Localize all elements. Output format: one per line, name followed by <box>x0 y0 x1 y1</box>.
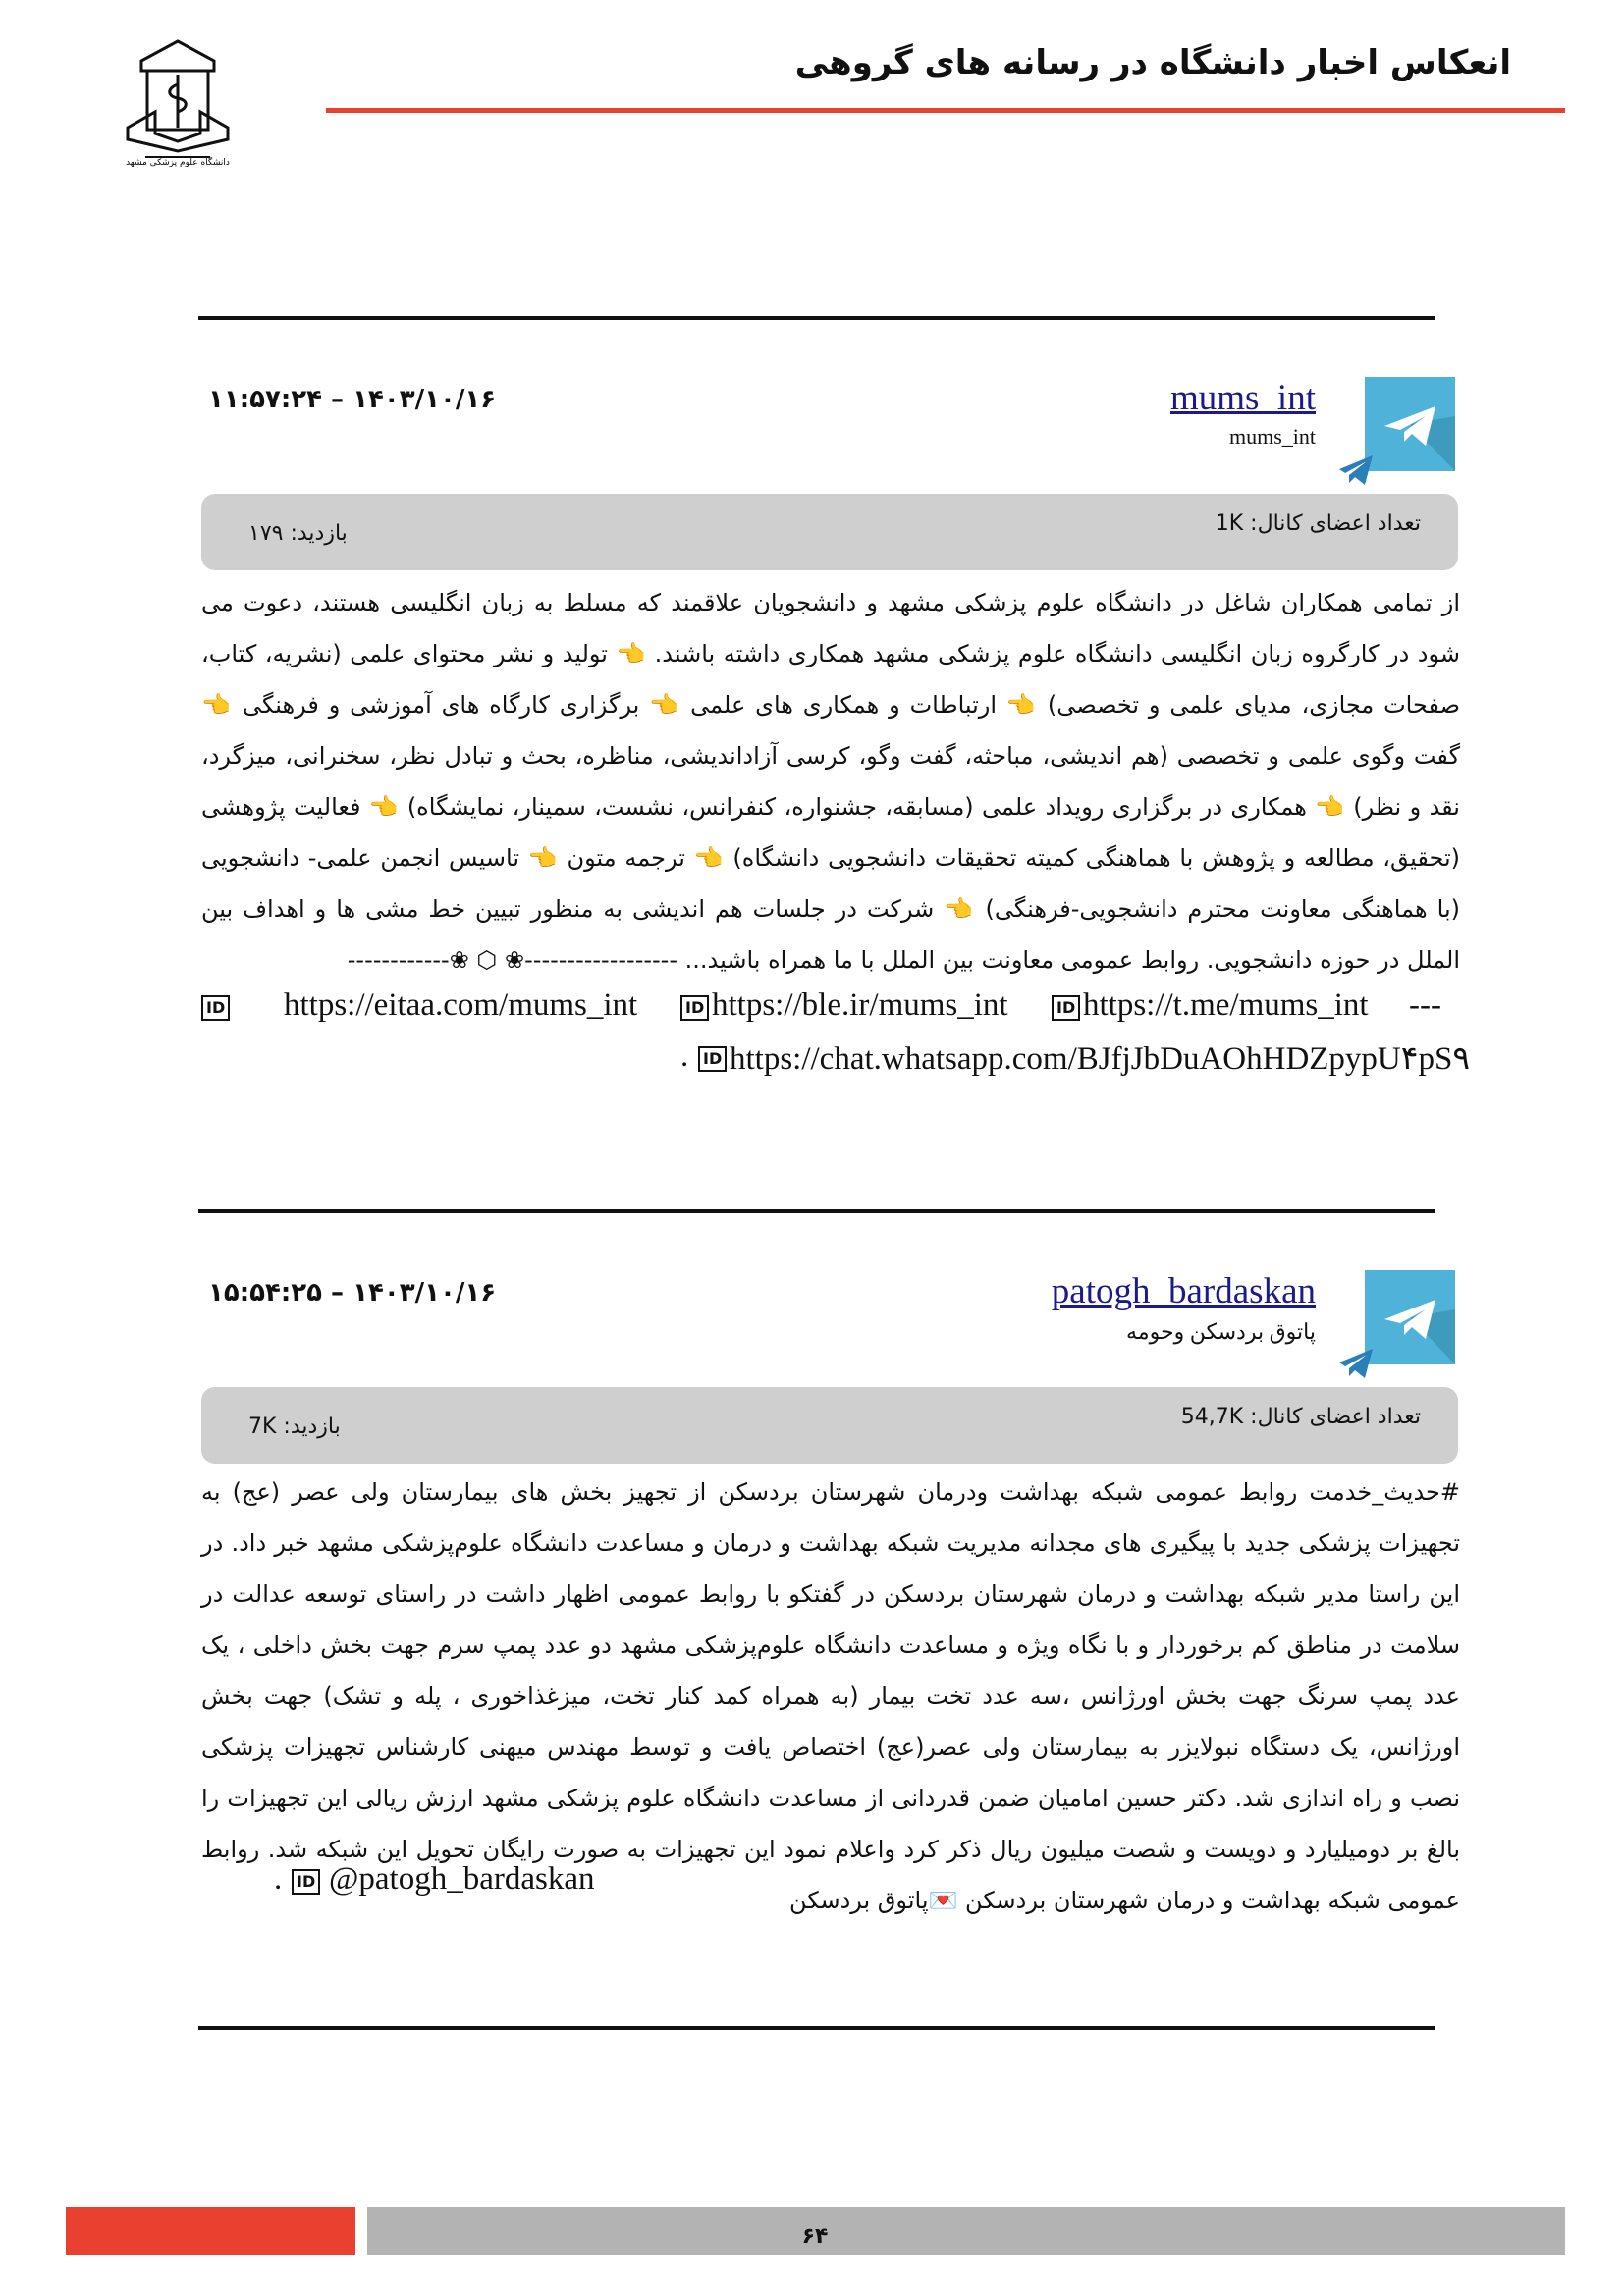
post-links-row <box>201 1039 1471 1082</box>
channel-stats-bar <box>201 494 1458 570</box>
channel-stats-bar <box>201 1387 1458 1464</box>
post-views: بازدید: ۱۷۹ <box>248 521 348 546</box>
post-body: #حدیث_خدمت روابط عمومی شبکه بهداشت ودرمان شهرستان بردسکن از تجهیز بخش های بیمارستان ولی عصر (عج) به تجهیزات پزشکی جدید با پیگیری های مجدانه مدیریت شبکه بهداشت و درمان و مساعدت دانشگاه علوم‌پزشکی مشهد خبر داد. در این راستا مدیر شبکه بهداشت و درمان شهرستان بردسکن در گفتکو با روابط عمومی اظهار داشت در راستای توسعه عدالت در سلامت در مناطق کم برخوردار و با نگاه ویژه و مساعدت دانشگاه علوم‌پزشکی مشهد دو عدد پمپ سرم جهت بخش داخلی ، یک عدد پمپ سرنگ جهت بخش اورژانس ،سه عدد تخت بیمار (به همراه کمد کنار تخت، میزغذاخوری ، پله و تشک) جهت بخش اورژانس، یک دستگاه نبولایزر به بیمارستان ولی عصر(عج) اختصاص یافت و توسط مهندس میهنی کارشناس تجهیزات پزشکی نصب و راه اندازی شد. دکتر حسین امامیان ضمن قدردانی از مساعدت دانشگاه علوم پزشکی مشهد ارزش ریالی این تجهیزات را بالغ بر دومیلیارد و دویست و شصت میلیون ریال ذکر کرد واعلام نمود این تجهیزات به صورت رایگان تحویل این شبکه شد. روابط عمومی شبکه بهداشت و درمان شهرستان بردسکن 💌پاتوق بردسکن <box>201 1478 1460 1914</box>
section-separator <box>198 2026 1435 2030</box>
channel-subtitle: پاتوق بردسکن وحومه <box>1126 1319 1316 1344</box>
link-whatsapp[interactable]: https://chat.whatsapp.com/BJfjJbDuAOhHDZpypU۴pS۹ <box>730 1041 1471 1077</box>
post-handle-row <box>201 1861 1460 1900</box>
channel-subtitle: mums_int <box>1228 424 1316 449</box>
post-datetime: ۱۵:۵۴:۲۵ – ۱۴۰۳/۱۰/۱۶ <box>208 1278 497 1308</box>
post-body: از تمامی همکاران شاغل در دانشگاه علوم پزشکی مشهد و دانشجویان علاقمند که مسلط به زبان انگلیسی هستند، دعوت می شود در کارگروه زبان انگلیسی دانشگاه علوم پزشکی مشهد همکاری داشته باشند. 👈 تولید و نشر محتوای علمی (نشریه، کتاب، صفحات مجازی، مدیای علمی و تخصصی) 👈 ارتباطات و همکاری های علمی 👈 برگزاری کارگاه های آموزشی و فرهنگی 👈 گفت وگوی علمی و تخصصی (هم اندیشی، مباحثه، گفت وگو، کرسی آزاداندیشی، مناظره، بحث و تبادل نظر، سخنرانی، میزگرد، نقد و نظر) 👈 همکاری در برگزاری رویداد علمی (مسابقه، جشنواره، کنفرانس، نشست، سمینار، نمایشگاه) 👈 فعالیت پژوهشی (تحقیق، مطالعه و پژوهش با هماهنگی کمیته تحقیقات دانشجویی دانشگاه) 👈 ترجمه متون 👈 تاسیس انجمن علمی- دانشجویی (با هماهنگی معاونت محترم دانشجویی-فرهنگی) 👈 شرکت در جلسات هم اندیشی به منظور تبیین خط مشی ها و اهداف بین الملل در حوزه دانشجویی. روابط عمومی معاونت بین الملل با ما همراه باشید... ------------------❀ ⬡ ❀------------ <box>201 589 1460 974</box>
id-icon: ID <box>1052 995 1080 1021</box>
link-bale[interactable]: https://ble.ir/mums_int <box>712 988 1008 1023</box>
section-separator <box>198 316 1435 320</box>
page-header-title: انعکاس اخبار دانشگاه در رسانه های گروهی <box>794 43 1511 82</box>
telegram-badge-icon <box>1337 1347 1375 1380</box>
page-number: ۶۴ <box>801 2224 829 2249</box>
channel-link[interactable]: patogh_bardaskan <box>1051 1271 1316 1311</box>
footer-red-bar <box>66 2207 355 2255</box>
footer-gray-bar <box>367 2207 1565 2255</box>
link-eitaa[interactable]: https://eitaa.com/mums_int <box>284 988 638 1023</box>
post-datetime: ۱۱:۵۷:۲۴ – ۱۴۰۳/۱۰/۱۶ <box>208 385 497 414</box>
trailing-period: . <box>274 1861 283 1896</box>
post-links-row <box>201 988 1460 1031</box>
id-icon: ID <box>680 995 709 1021</box>
logo-caption: دانشگاه علوم پزشکی مشهد <box>126 158 230 167</box>
link-telegram[interactable]: https://t.me/mums_int <box>1083 988 1369 1023</box>
telegram-icon <box>1365 377 1455 471</box>
id-icon: ID <box>292 1869 320 1895</box>
dash-separator: --- <box>1409 988 1441 1023</box>
channel-members: تعداد اعضای کانال: 54,7K <box>1180 1405 1421 1429</box>
channel-members: تعداد اعضای کانال: 1K <box>1215 511 1421 536</box>
section-separator <box>198 1209 1435 1213</box>
university-logo-icon <box>116 37 240 167</box>
trailing-period: . <box>680 1039 689 1074</box>
telegram-icon <box>1365 1270 1455 1364</box>
channel-handle[interactable]: @patogh_bardaskan <box>329 1861 595 1896</box>
post-views: بازدید: 7K <box>248 1415 341 1439</box>
channel-link[interactable]: mums_int <box>1169 378 1316 418</box>
id-icon: ID <box>201 995 230 1021</box>
id-icon: ID <box>698 1046 727 1072</box>
telegram-badge-icon <box>1337 454 1375 487</box>
header-rule <box>326 108 1565 113</box>
